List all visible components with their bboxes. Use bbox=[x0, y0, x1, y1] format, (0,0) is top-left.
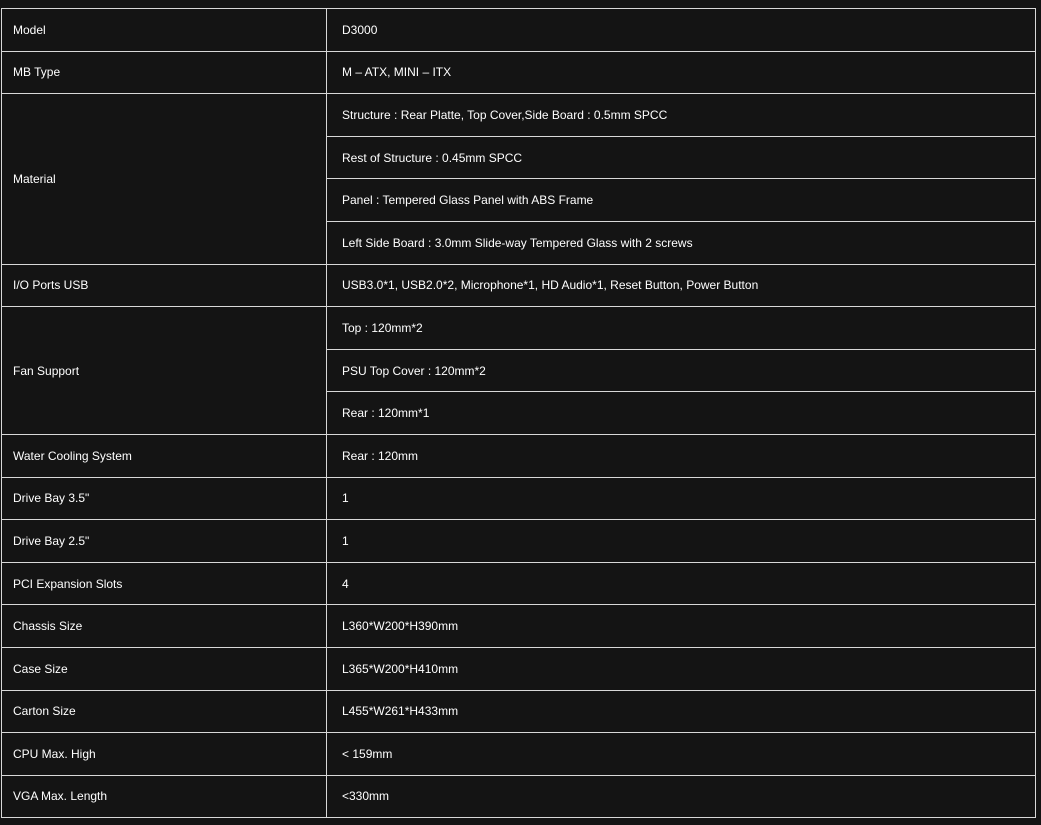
spec-value: Rear : 120mm bbox=[327, 434, 1036, 477]
table-row bbox=[2, 434, 1036, 477]
spec-label: Carton Size bbox=[2, 690, 327, 733]
spec-value: 1 bbox=[327, 520, 1036, 563]
table-row bbox=[2, 307, 1036, 350]
table-row bbox=[2, 51, 1036, 94]
spec-value: < 159mm bbox=[327, 733, 1036, 776]
table-row bbox=[2, 562, 1036, 605]
spec-label: Drive Bay 2.5" bbox=[2, 520, 327, 563]
table-row bbox=[2, 647, 1036, 690]
spec-value: M – ATX, MINI – ITX bbox=[327, 51, 1036, 94]
table-row bbox=[2, 605, 1036, 648]
spec-label: MB Type bbox=[2, 51, 327, 94]
table-row bbox=[2, 520, 1036, 563]
spec-value: L455*W261*H433mm bbox=[327, 690, 1036, 733]
spec-label: CPU Max. High bbox=[2, 733, 327, 776]
spec-label: Fan Support bbox=[2, 307, 327, 435]
spec-label: Material bbox=[2, 94, 327, 264]
spec-label: Case Size bbox=[2, 647, 327, 690]
spec-label: Model bbox=[2, 9, 327, 52]
table-row bbox=[2, 775, 1036, 818]
table-row bbox=[2, 9, 1036, 52]
spec-label: PCI Expansion Slots bbox=[2, 562, 327, 605]
spec-table-body bbox=[2, 9, 1036, 818]
spec-value: Rest of Structure : 0.45mm SPCC bbox=[327, 136, 1036, 179]
spec-label: Drive Bay 3.5" bbox=[2, 477, 327, 520]
spec-value: USB3.0*1, USB2.0*2, Microphone*1, HD Audio*1, Reset Button, Power Button bbox=[327, 264, 1036, 307]
spec-value: PSU Top Cover : 120mm*2 bbox=[327, 349, 1036, 392]
spec-value: L360*W200*H390mm bbox=[327, 605, 1036, 648]
spec-value: 1 bbox=[327, 477, 1036, 520]
table-row bbox=[2, 477, 1036, 520]
spec-value: Left Side Board : 3.0mm Slide-way Tempered Glass with 2 screws bbox=[327, 221, 1036, 264]
spec-value: Rear : 120mm*1 bbox=[327, 392, 1036, 435]
spec-value: <330mm bbox=[327, 775, 1036, 818]
spec-label: Chassis Size bbox=[2, 605, 327, 648]
spec-value: Panel : Tempered Glass Panel with ABS Frame bbox=[327, 179, 1036, 222]
spec-value: D3000 bbox=[327, 9, 1036, 52]
spec-value: Structure : Rear Platte, Top Cover,Side Board : 0.5mm SPCC bbox=[327, 94, 1036, 137]
table-row bbox=[2, 264, 1036, 307]
table-row bbox=[2, 94, 1036, 137]
spec-label: Water Cooling System bbox=[2, 434, 327, 477]
spec-label: I/O Ports USB bbox=[2, 264, 327, 307]
spec-value: 4 bbox=[327, 562, 1036, 605]
spec-table bbox=[1, 8, 1036, 818]
table-row bbox=[2, 690, 1036, 733]
spec-value: Top : 120mm*2 bbox=[327, 307, 1036, 350]
table-row bbox=[2, 733, 1036, 776]
spec-value: L365*W200*H410mm bbox=[327, 647, 1036, 690]
spec-label: VGA Max. Length bbox=[2, 775, 327, 818]
